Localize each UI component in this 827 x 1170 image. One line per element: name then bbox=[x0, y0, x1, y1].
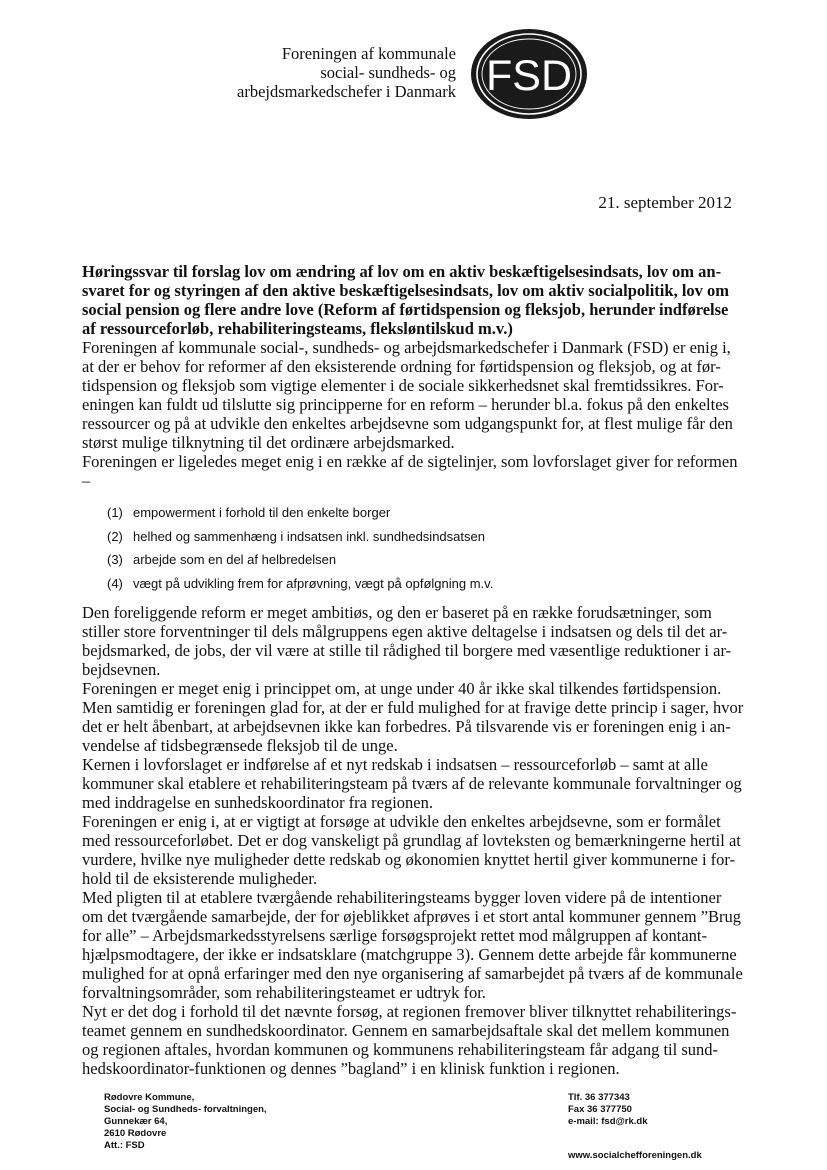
text-line: hjælpsmodtagere, der ikke er indsatsklare (matchgruppe 3). Gennem dette arbejde får kommunerne bbox=[82, 945, 737, 964]
text-line: Den foreliggende reform er meget ambitiøs, og den er baseret på en række forudsætninger, som bbox=[82, 603, 712, 622]
title-line: Høringssvar til forslag lov om ændring af lov om en aktiv beskæftigelsesindsats, lov om an- bbox=[82, 262, 722, 281]
list-number: (4) bbox=[107, 575, 123, 591]
text-line: stiller store forventninger til dels målgruppens egen aktive deltagelse i indsatsen og dels til det ar- bbox=[82, 622, 728, 641]
logo-text: FSD bbox=[486, 52, 572, 100]
org-name-line-2: social- sundheds- og bbox=[320, 63, 456, 82]
text-line: det er helt åbenbart, at arbejdsevnen ikke kan forbedres. På tilsvarende vis er foreningen enig i an- bbox=[82, 717, 731, 736]
list-text: arbejde som en del af helbredelsen bbox=[133, 552, 337, 567]
list-number: (1) bbox=[107, 505, 123, 520]
address-line: Social- og Sundheds- forvaltningen, bbox=[104, 1104, 267, 1115]
list-item bbox=[107, 504, 607, 528]
title-line: social pension og flere andre love (Reform af førtidspension og fleksjob, herunder indførelse bbox=[82, 300, 729, 319]
address-line: Gunnekær 64, bbox=[104, 1116, 168, 1127]
text-line: Men samtidig er foreningen glad for, at der er fuld mulighed for at fravige dette princip i sager, hvor bbox=[82, 698, 744, 717]
text-line: med inddragelse en sunhedskoordinator fra regionen. bbox=[82, 793, 433, 812]
text-line: Foreningen af kommunale social-, sundheds- og arbejdsmarkedschefer i Danmark (FSD) er enig i, bbox=[82, 338, 731, 357]
text-line: Nyt er det dog i forhold til det nævnte forsøg, at regionen fremover bliver tilknyttet rehabiliterings- bbox=[82, 1002, 737, 1021]
list-text: helhed og sammenhæng i indsatsen inkl. sundhedsindsatsen bbox=[133, 528, 485, 544]
fsd-logo bbox=[470, 28, 588, 120]
intro-paragraph bbox=[82, 338, 742, 490]
address-line: Att.: FSD bbox=[104, 1140, 145, 1151]
text-line: vurdere, hvilke nye muligheder dette redskab og økonomien knyttet hertil giver kommunerne i for- bbox=[82, 850, 736, 869]
footer-website-link[interactable]: www.socialchefforeningen.dk bbox=[568, 1150, 702, 1161]
text-line: Med pligten til at etablere tværgående rehabiliteringsteams bygger loven videre på de intentioner bbox=[82, 888, 722, 907]
list-item bbox=[107, 528, 607, 552]
text-line: mulighed for at opnå erfaringer med den nye organisering af samarbejdet på tværs af de kommunale bbox=[82, 964, 743, 983]
text-line: vendelse af tidsbegrænsede fleksjob til de unge. bbox=[82, 736, 398, 755]
footer-email-link[interactable]: e-mail: fsd@rk.dk bbox=[568, 1116, 648, 1127]
text-line: Foreningen er enig i, at er vigtigt at forsøge at udvikle den enkeltes arbejdsevne, som er formålet bbox=[82, 812, 721, 831]
title-line: svaret for og styringen af den aktive beskæftigelsesindsats, lov om aktiv socialpolitik, lov om bbox=[82, 281, 730, 300]
organization-name bbox=[180, 44, 456, 101]
text-line: hedskoordinator-funktionen og dennes ”bagland” i en klinisk funktion i regionen. bbox=[82, 1059, 620, 1078]
text-line: Foreningen er meget enig i princippet om, at unge under 40 år ikke skal tilkendes førtidspension. bbox=[82, 679, 722, 698]
list-number: (3) bbox=[107, 552, 123, 567]
text-line: bejdsmarked, de jobs, der vil være at stille til rådighed til borgere med væsentlige reduktioner i ar- bbox=[82, 641, 732, 660]
title-line: af ressourceforløb, rehabiliteringsteams, fleksløntilskud m.v.) bbox=[82, 319, 513, 338]
org-name-line-3: arbejdsmarkedschefer i Danmark bbox=[237, 82, 456, 101]
footer-fax: Fax 36 377750 bbox=[568, 1104, 632, 1115]
body-paragraphs bbox=[82, 603, 742, 1078]
list-text: empowerment i forhold til den enkelte borger bbox=[133, 505, 391, 520]
list-text: vægt på udvikling frem for afprøvning, vægt på opfølgning m.v. bbox=[133, 575, 494, 591]
text-line: teamet gennem en sundhedskoordinator. Gennem en samarbejdsaftale skal det mellem kommunen bbox=[82, 1021, 730, 1040]
text-line: eningen kan fuldt ud tilslutte sig principperne for en reform – herunder bl.a. fokus på den enkeltes bbox=[82, 395, 729, 414]
text-line: at der er behov for reformer af den eksisterende ordning for førtidspension og fleksjob, og at før- bbox=[82, 357, 721, 376]
text-line: for alle” – Arbejdsmarkedsstyrelsens særlige forsøgsprojekt rettet mod målgruppen af kontant- bbox=[82, 926, 708, 945]
footer-phone: Tlf. 36 377343 bbox=[568, 1092, 630, 1103]
footer-contact bbox=[568, 1092, 758, 1162]
text-line: og regionen aftales, hvordan kommunen og kommunens rehabiliteringsteam får adgang til sund- bbox=[82, 1040, 718, 1059]
list-item bbox=[107, 551, 607, 575]
text-line: Foreningen er ligeledes meget enig i en række af de sigtelinjer, som lovforslaget giver for reformen bbox=[82, 452, 738, 471]
text-line: Kernen i lovforslaget er indførelse af et nyt redskab i indsatsen – ressourceforløb – samt at alle bbox=[82, 755, 708, 774]
footer-address bbox=[104, 1092, 354, 1152]
text-line: om det tværgående samarbejde, der for øjeblikket afprøves i et stort antal kommuner gennem ”Brug bbox=[82, 907, 742, 926]
list-number: (2) bbox=[107, 528, 123, 544]
letter-date: 21. september 2012 bbox=[598, 193, 732, 212]
text-line: med ressourceforløbet. Det er dog vanskeligt på grundlag af lovteksten og bemærkningerne hertil at bbox=[82, 831, 741, 850]
text-line: – bbox=[82, 471, 91, 490]
text-line: bejdsevnen. bbox=[82, 660, 161, 679]
text-line: forvaltningsområder, som rehabiliteringsteamet er udtryk for. bbox=[82, 983, 486, 1002]
org-name-line-1: Foreningen af kommunale bbox=[281, 44, 456, 63]
document-title bbox=[82, 262, 736, 338]
address-line: 2610 Rødovre bbox=[104, 1128, 167, 1139]
text-line: størst mulige tilknytning til det ordinære arbejdsmarked. bbox=[82, 433, 455, 452]
address-line: Rødovre Kommune, bbox=[104, 1092, 195, 1103]
guideline-list bbox=[107, 504, 607, 598]
text-line: kommuner skal etablere et rehabiliteringsteam på tværs af de relevante kommunale forvaltninger og bbox=[82, 774, 742, 793]
list-item bbox=[107, 575, 607, 599]
text-line: ressourcer og på at udvikle den enkeltes arbejdsevne som udgangspunkt for, at flest mulige får den bbox=[82, 414, 733, 433]
text-line: hold til de eksisterende muligheder. bbox=[82, 869, 318, 888]
text-line: tidspension og fleksjob som vigtige elementer i de sociale sikkerhedsnet skal fremtidssikres. For- bbox=[82, 376, 724, 395]
